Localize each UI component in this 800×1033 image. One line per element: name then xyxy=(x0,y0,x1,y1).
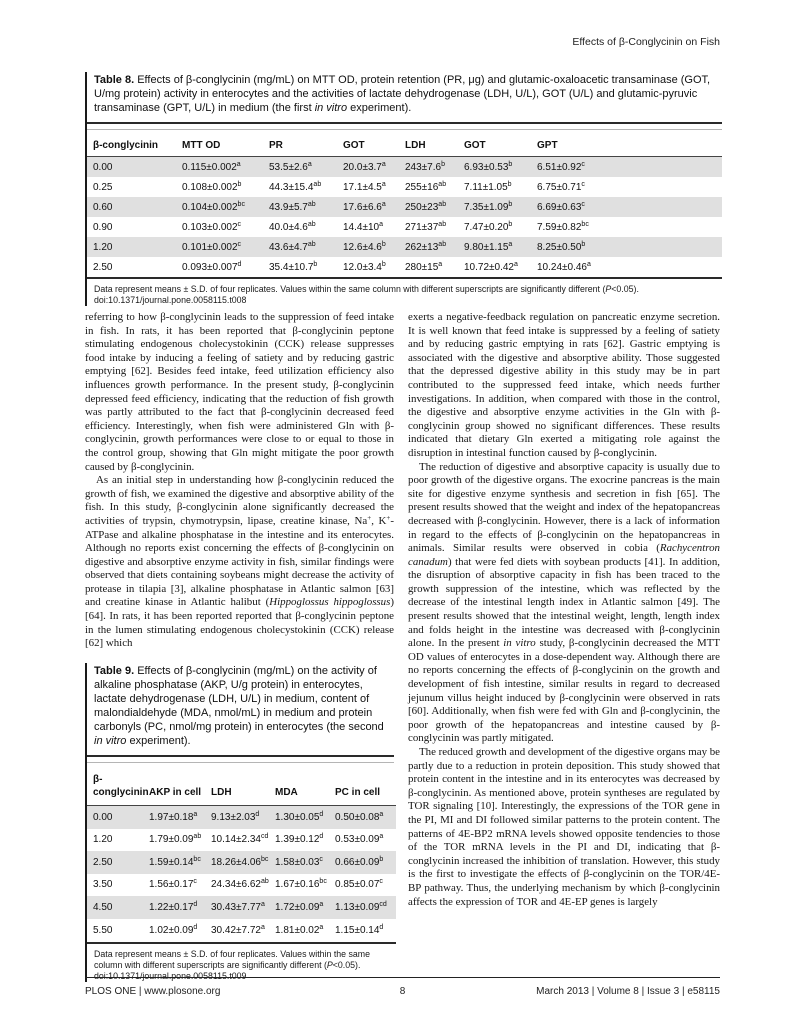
table-row xyxy=(87,829,396,852)
table-row xyxy=(87,217,722,237)
table-cell: 6.93±0.53$^b$ xyxy=(464,160,513,173)
table-row xyxy=(87,896,396,919)
table-cell: 0.25 xyxy=(93,181,113,193)
table-9-top-rule xyxy=(87,755,394,757)
table-cell: 44.3±15.4$^{ab}$ xyxy=(269,180,322,193)
table-cell: 10.24±0.46$^a$ xyxy=(537,260,591,273)
table-cell: 18.26±4.06$^{bc}$ xyxy=(211,855,269,868)
table-cell: 0.093±0.007$^d$ xyxy=(182,260,242,273)
table-cell: 6.51±0.92$^c$ xyxy=(537,160,585,173)
column-header: GPT xyxy=(537,130,722,157)
column-header: LDH xyxy=(405,130,464,157)
table-cell: $250\pm 23^{ab}$ xyxy=(405,200,447,213)
table-cell: $271\pm 37^{ab}$ xyxy=(405,220,447,233)
table-cell: 1.79±0.09$^{ab}$ xyxy=(149,833,202,846)
body-paragraph: referring to how β-conglycinin leads to the suppression of feed intake in fish. In rats, it has been reported that β-conglycinin peptone stimulating endogenous cholecystokinin (CCK) release suppresses food intake by inducing a feeling of satiety and by reducing gastric emptying [62]. Besides feed intake, feed utilization efficiency also influences growth performance. In the present study, β-conglycinin depressed feed efficiency, indicating that the reduction of fish growth was partly attributed to the fact that β-conglycinin decreased feed efficiency. Interestingly, when fish were administered Gln with β-conglycinin, growth performances were close to or equal to those in the control group, showing that Gln might mitigate the poor growth caused by β-conglycinin. xyxy=(85,311,394,473)
footer-page-number: 8 xyxy=(399,986,406,997)
table-8-caption-text: Effects of β-conglycinin (mg/mL) on MTT OD, protein retention (PR, μg) and glutamic-oxaloacetic transaminase (GOT, U/mg protein) activity in enterocytes and the activities of lactate dehydrogenase (LDH, U/L), GOT (U/L) and glutamic-pyruvic transaminase (GPT, U/L) in medium (the first in vitro experiment). xyxy=(94,74,711,114)
table-cell: 30.43±7.77$^a$ xyxy=(211,900,265,913)
table-cell: 6.69±0.63$^c$ xyxy=(537,200,585,213)
table-cell: 17.6±6.6$^a$ xyxy=(343,200,386,213)
table-cell: 0.115±0.002$^a$ xyxy=(182,160,241,173)
table-cell: 1.58±0.03$^c$ xyxy=(275,855,323,868)
body-column-left xyxy=(85,311,394,982)
table-cell: 1.97±0.18$^a$ xyxy=(149,810,198,823)
table-cell: 0.53±0.09$^a$ xyxy=(335,833,384,846)
table-cell: 2.50 xyxy=(93,856,113,868)
table-9-footnote: Data represent means ± S.D. of four replicates. Values within the same column with different superscripts are significantly different (P<0.05). xyxy=(94,948,371,970)
table-cell: $14.4\pm 10^a$ xyxy=(343,220,383,233)
column-header: MTT OD xyxy=(182,130,269,157)
table-row xyxy=(87,157,722,178)
table-cell: 17.1±4.5$^a$ xyxy=(343,180,386,193)
table-cell: 5.50 xyxy=(93,924,113,936)
table-cell: 9.80±1.15$^a$ xyxy=(464,240,513,253)
table-row xyxy=(87,851,396,874)
table-cell: 7.35±1.09$^b$ xyxy=(464,200,513,213)
table-9-block xyxy=(85,663,394,982)
table-9-caption xyxy=(87,663,394,755)
table-row xyxy=(87,806,396,829)
table-cell: 1.20 xyxy=(93,834,113,846)
table-cell: 1.30±0.05$^d$ xyxy=(275,810,324,823)
table-9-caption-label: Table 9. xyxy=(94,664,135,677)
table-cell: 1.72±0.09$^a$ xyxy=(275,900,324,913)
page-footer xyxy=(85,986,720,997)
table-cell: 4.50 xyxy=(93,901,113,913)
table-row xyxy=(87,197,722,217)
table-cell: $255\pm 16^{ab}$ xyxy=(405,180,447,193)
table-cell: 1.15±0.14$^d$ xyxy=(335,923,384,936)
table-cell: 10.72±0.42$^a$ xyxy=(464,260,518,273)
footer-journal: PLOS ONE | www.plosone.org xyxy=(85,986,221,997)
table-cell: 1.81±0.02$^a$ xyxy=(275,923,324,936)
table-cell: 40.0±4.6$^{ab}$ xyxy=(269,220,316,233)
table-cell: 20.0±3.7$^a$ xyxy=(343,160,386,173)
column-header: β-conglycinin xyxy=(87,763,149,806)
table-cell: 1.20 xyxy=(93,241,113,253)
column-header: PR xyxy=(269,130,343,157)
table-cell: 1.02±0.09$^d$ xyxy=(149,923,198,936)
table-9 xyxy=(87,763,396,944)
table-8-doi: doi:10.1371/journal.pone.0058115.t008 xyxy=(94,295,247,305)
table-cell: 1.13±0.09$^{cd}$ xyxy=(335,900,387,913)
table-cell: 1.56±0.17$^c$ xyxy=(149,878,197,891)
table-cell: 1.59±0.14$^{bc}$ xyxy=(149,855,201,868)
table-row xyxy=(87,237,722,257)
table-cell: 0.90 xyxy=(93,221,113,233)
table-cell: 43.6±4.7$^{ab}$ xyxy=(269,240,316,253)
table-cell: 7.47±0.20$^b$ xyxy=(464,220,513,233)
table-cell: 35.4±10.7$^b$ xyxy=(269,260,318,273)
table-row xyxy=(87,177,722,197)
table-cell: 0.108±0.002$^b$ xyxy=(182,180,242,193)
table-cell: 0.00 xyxy=(93,161,113,173)
column-header: GOT xyxy=(464,130,537,157)
header-row xyxy=(87,130,722,157)
table-cell: 7.11±1.05$^b$ xyxy=(464,180,512,193)
table-9-doi: doi:10.1371/journal.pone.0058115.t009 xyxy=(94,970,247,981)
table-8-top-rule xyxy=(87,122,722,124)
table-8-footnote: Data represent means ± S.D. of four replicates. Values within the same column with different superscripts are significantly different (P<0.05). xyxy=(94,284,639,294)
body-paragraph: The reduction of digestive and absorptive capacity is usually due to poor growth of the digestive organs. The exocrine pancreas is the main site for digestive enzyme synthesis and secretion in fish [65]. The present results showed that the weight and index of the hepatopancreas decreased with β-conglycinin. However, there is a lack of information in regard to the effects of β-conglycinin on the hepatopancreas in animals. Similar results were observed in cobia (Rachycentron canadum) that were fed diets with soybean products [41]. In addition, the disruption of absorptive capacity in fish has been traced to the growth suppression of the intestine, which was reflected by the decrease of the intestinal length index in Atlantic salmon [49]. The present results showed that the intestinal weight, length, length index and folds height in the intestine was decreased with β-conglycinin alone. In the present in vitro study, β-conglycinin decreased the MTT OD values of enterocytes in a dose-dependent way. Although there are no reports concerning the effects of β-conglycinin on the growth and development of fish intestine, similar results in regard to decreased jejunum villus height induced by β-conglycinin were observed in rats [60]. Additionally, when fish were fed with Gln and β-conglycinin, the poor growth of the hepatopancreas and intestine caused by β-conglycinin was partly mitigated. xyxy=(408,460,721,745)
table-cell: 1.39±0.12$^d$ xyxy=(275,833,324,846)
footer-issue: March 2013 | Volume 8 | Issue 3 | e58115 xyxy=(536,986,720,997)
column-header: MDA xyxy=(275,763,335,806)
body-paragraph: exerts a negative-feedback regulation on pancreatic enzyme secretion. It is well known that feed intake is suppressed by a feeling of satiety and by reducing gastric emptying in rats [62]. Gastric emptying is associated with the digestive and absorptive ability. Those suggested that the depressed digestive ability in this study may be in part contributed to the suppressed feed intake, which needs further investigations. In addition, when compared with those in the control, the digestive and absorptive enzyme activities in the Gln with β-conglycinin group showed no significant differences. These results indicated that dietary Gln exerted a mitigating role against the disruption in intestinal function caused by β-conglycinin. xyxy=(408,311,720,459)
table-cell: 8.25±0.50$^b$ xyxy=(537,240,586,253)
column-header: LDH xyxy=(211,763,275,806)
body-paragraph: As an initial step in understanding how β-conglycinin reduced the growth of fish, we examined the digestive and absorptive ability of the fish. In this study, β-conglycinin alone significantly decreased the activities of trypsin, chymotrypsin, lipase, creatine kinase, Na+, K+-ATPase and alkaline phosphatase in the intestine and its enterocytes. Although no reports exist concerning the effects of β-conglycinin on digestive and absorptive enzyme activity in fish, similar findings were observed that diets containing soybeans might decrease the activity of protease in tilapia [3], alkaline phosphatase in Atlantic salmon [63] and creatine kinase in Atlantic halibut (Hippoglossus hippoglossus) [64]. In rats, it has been reported reported that β-conglycinin peptone in the lumen stimulating endogenous cholecystokinin (CCK) release [62] which xyxy=(85,474,394,650)
header-row xyxy=(87,763,396,806)
table-cell: 243±7.6$^b$ xyxy=(405,160,445,173)
column-header: AKP in cell xyxy=(149,763,211,806)
table-cell: 24.34±6.62$^{ab}$ xyxy=(211,878,269,891)
table-cell: 0.103±0.002$^c$ xyxy=(182,220,242,233)
column-header: GOT xyxy=(343,130,405,157)
table-cell: 9.13±2.03$^d$ xyxy=(211,810,260,823)
table-8-caption xyxy=(87,72,722,122)
column-header: PC in cell xyxy=(335,763,396,806)
table-cell: 12.0±3.4$^b$ xyxy=(343,260,386,273)
table-8-caption-label: Table 8. xyxy=(94,74,135,86)
table-cell: 0.66±0.09$^b$ xyxy=(335,855,384,868)
table-cell: 0.104±0.002$^{bc}$ xyxy=(182,200,245,213)
table-cell: 0.60 xyxy=(93,201,113,213)
table-cell: $280\pm 15^a$ xyxy=(405,260,443,273)
table-row xyxy=(87,874,396,897)
table-8 xyxy=(87,130,722,279)
table-9-caption-text: Effects of β-conglycinin (mg/mL) on the activity of alkaline phosphatase (AKP, U/g protein) in enterocytes, lactate dehydrogenase (LDH, U/L) in medium, content of malondialdehyde (MDA, nmol/mL) in medium and protein carbonyls (PC, nmol/mg protein) in enterocytes (the second in vitro experiment). xyxy=(94,664,384,747)
body-paragraph: The reduced growth and development of the digestive organs may be partly due to a reduction in protein deposition. This study showed that protein content in the intestine and in its enterocytes was decreased by β-conglycinin. As mentioned above, protein syntheses are regulated by TOR signaling [10]. Interestingly, the expressions of the TOR gene in the PI, MI and DI followed similar patterns to the protein content. The patterns of 4E-BP2 mRNA levels showed opposite tendencies to those of the TOR mRNA levels in the PI and DI, indicating that β-conglycinin increased the inhibition of translation. However, this study is the first to investigate the effects of β-conglycinin on the TOR/4E-BP pathway. Thus, the underlying mechanism by which β-conglycinin affects the expression of TOR and 4E-EP genes is largely xyxy=(408,746,721,908)
table-cell: 0.00 xyxy=(93,811,113,823)
footer-rule xyxy=(85,977,720,978)
table-cell: 43.9±5.7$^{ab}$ xyxy=(269,200,316,213)
table-cell: 53.5±2.6$^a$ xyxy=(269,160,312,173)
running-head: Effects of β-Conglycinin on Fish xyxy=(572,36,720,48)
table-row xyxy=(87,257,722,278)
body-column-right xyxy=(408,311,720,909)
table-cell: 2.50 xyxy=(93,261,113,273)
table-cell: 30.42±7.72$^a$ xyxy=(211,923,265,936)
table-cell: 12.6±4.6$^b$ xyxy=(343,240,386,253)
table-cell: 3.50 xyxy=(93,879,113,891)
table-cell: 0.50±0.08$^a$ xyxy=(335,810,384,823)
table-8-block xyxy=(85,72,722,306)
table-row xyxy=(87,919,396,943)
table-cell: 7.59±0.82$^{bc}$ xyxy=(537,220,589,233)
table-cell: 0.85±0.07$^c$ xyxy=(335,878,383,891)
table-cell: 6.75±0.71$^c$ xyxy=(537,180,585,193)
table-cell: 10.14±2.34$^{cd}$ xyxy=(211,833,269,846)
column-header: β-conglycinin xyxy=(87,130,182,157)
table-cell: 1.22±0.17$^d$ xyxy=(149,900,198,913)
table-cell: 0.101±0.002$^c$ xyxy=(182,240,242,253)
table-cell: $262\pm 13^{ab}$ xyxy=(405,240,447,253)
table-cell: 1.67±0.16$^{bc}$ xyxy=(275,878,327,891)
